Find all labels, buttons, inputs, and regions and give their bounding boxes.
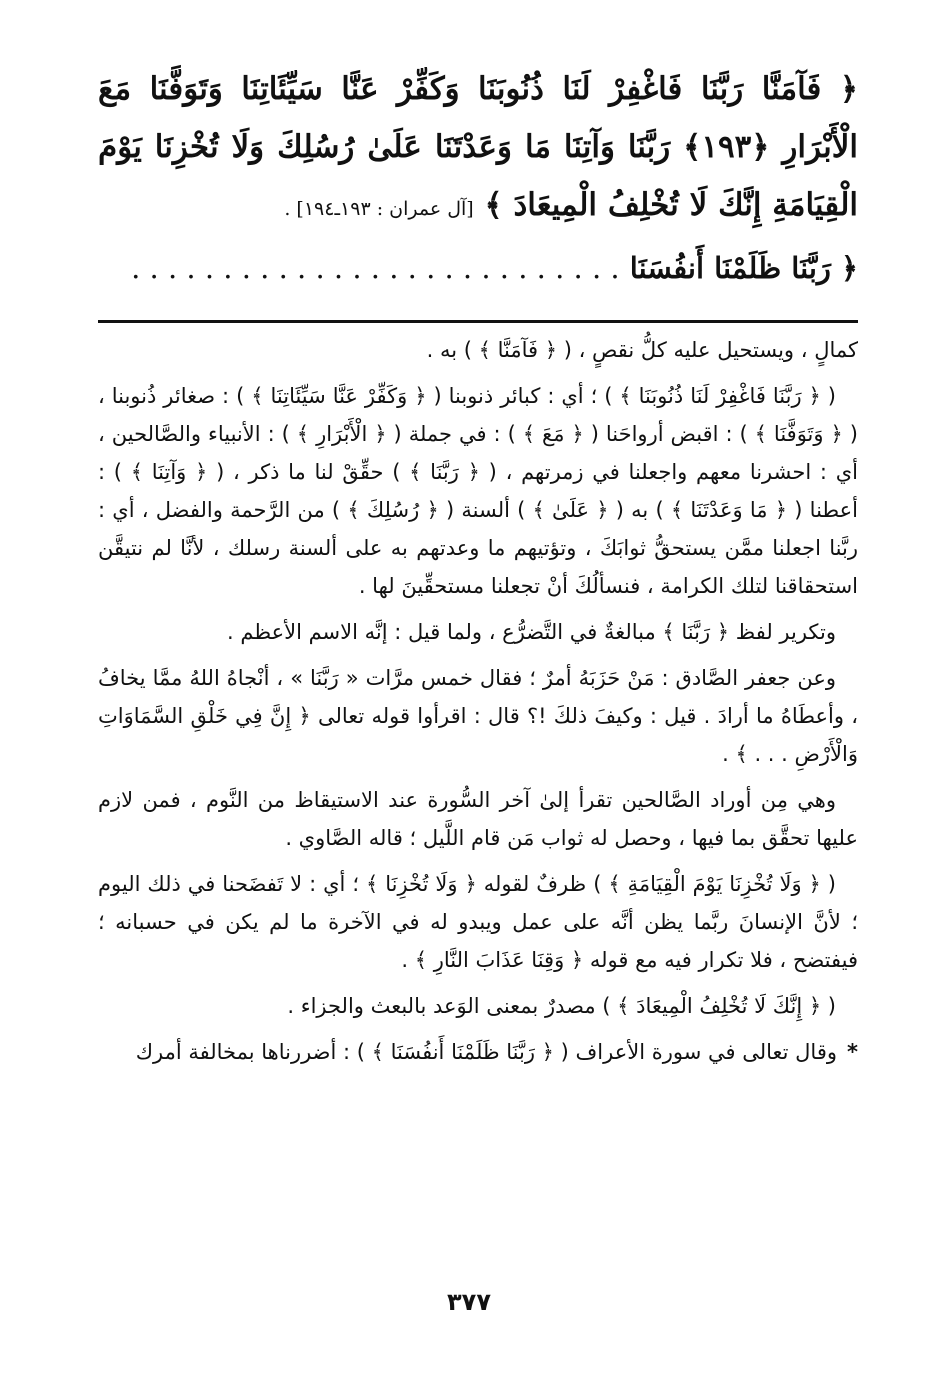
verse-text: ﴿ فَآمَنَّا رَبَّنَا فَاغْفِرْ لَنَا ذُنُوبَنَا وَكَفِّرْ عَنَّا سَيِّئَاتِنَا وَتَوَفَّنَا مَعَ الْأَبْرَارِ ﴿١٩٣﴾ رَبَّنَا وَآتِنَا مَا وَعَدْتَنَا عَلَىٰ رُسُلِكَ وَلَا تُخْزِنَا يَوْمَ الْقِيَامَةِ إِنَّكَ لَا تُخْلِفُ الْمِيعَادَ ﴾: [98, 71, 858, 223]
commentary-paragraph-8-text: وقال تعالى في سورة الأعراف ( ﴿ رَبَّنَا ظَلَمْنَا أَنفُسَنَا ﴾ ) : أضررناها بمخالفة أمرك: [135, 1040, 838, 1064]
commentary-paragraph-4: وعن جعفر الصَّادق : مَنْ حَزَبَهُ أمرٌ ؛ فقال خمس مرَّات « رَبَّنَا » ، أنْجاهُ اللهُ ممَّا يخافُ ، وأعطَاهُ ما أرادَ . قيل : وكيفَ ذلكَ !؟ قال : اقرأوا قوله تعالى ﴿ إِنَّ فِي خَلْقِ السَّمَاوَاتِ وَالْأَرْضِ . . . ﴾ .: [98, 666, 858, 766]
commentary-paragraph-6: ( ﴿ وَلَا تُخْزِنَا يَوْمَ الْقِيَامَةِ ﴾ ) ظرفٌ لقوله ﴿ وَلَا تُخْزِنَا ﴾ ؛ أي : لا تَفضَحنا في ذلك اليوم ؛ لأنَّ الإنسانَ ربَّما يظن أنَّه على عمل ويبدو له في الآخرة ما لم يكن في حسبانه ؛ فيفتضح ، فلا تكرار فيه مع قوله ﴿ وَقِنَا عَذَابَ النَّارِ ﴾ .: [98, 872, 858, 972]
section-divider: [98, 320, 858, 323]
commentary-paragraph-7: ( ﴿ إِنَّكَ لَا تُخْلِفُ الْمِيعَادَ ﴾ ) مصدرٌ بمعنى الوَعد بالبعث والجزاء .: [287, 994, 836, 1018]
commentary-paragraph-3: وتكرير لفظ ﴿ رَبَّنَا ﴾ مبالغةٌ في التَّضرُّع ، ولما قيل : إنَّه الاسم الأعظم .: [227, 620, 836, 644]
commentary-paragraph-2: ( ﴿ رَبَّنَا فَاغْفِرْ لَنَا ذُنُوبَنَا ﴾ ) ؛ أي : كبائر ذنوبنا ( ﴿ وَكَفِّرْ عَنَّا سَيِّئَاتِنَا ﴾ ) : صغائر ذُنوبنا ، ( ﴿ وَتَوَفَّنَا ﴾ ) : اقبض أرواحَنا ( ﴿ مَعَ ﴾ ) : في جملة ( ﴿ الْأَبْرَارِ ﴾ ) : الأنبياء والصَّالحين ، أي : احشرنا معهم واجعلنا في زمرتهم ، ( ﴿ رَبَّنَا ﴾ ) حقِّقْ لنا ما ذكر ، ( ﴿ وَآتِنَا ﴾ ) : أعطنا ( ﴿ مَا وَعَدْتَنَا ﴾ ) به ( ﴿ عَلَىٰ ﴾ ) ألسنة ( ﴿ رُسُلِكَ ﴾ ) من الرَّحمة والفضل ، أي : ربَّنا اجعلنا ممَّن يستحقُّ ثوابَكَ ، وتؤتيهم ما وعدتهم به على ألسنة رسلك ، لأنَّا لم نتيقَّن استحقاقنا لتلك الكرامة ، فنسألُكَ أنْ تجعلنا مستحقِّينَ لها .: [98, 384, 858, 598]
next-verse-line: [98, 240, 858, 296]
verse-reference: [آل عمران : ١٩٣ـ١٩٤] .: [284, 198, 474, 220]
commentary-paragraph-1: كمالٍ ، ويستحيل عليه كلُّ نقصٍ ، ( ﴿ فَآمَنَّا ﴾ ) به .: [426, 338, 858, 362]
page-content: [98, 60, 858, 1079]
commentary: [98, 331, 858, 1071]
page-number: ٣٧٧: [447, 1288, 491, 1316]
commentary-paragraph-8: [98, 1033, 858, 1071]
next-verse-text: ﴿ رَبَّنَا ظَلَمْنَا أَنفُسَنَا: [629, 251, 858, 285]
ellipsis-dots: . . . . . . . . . . . . . . . . . . . . . . . . . . .: [131, 251, 620, 285]
star-bullet-icon: *: [847, 1040, 858, 1064]
verse-block: [98, 60, 858, 238]
commentary-paragraph-5: وهي مِن أوراد الصَّالحين تقرأ إلىٰ آخر السُّورة عند الاستيقاظ من النَّوم ، فمن لازم عليها تحقَّق بما فيها ، وحصل له ثواب مَن قام اللَّيل ؛ قاله الصَّاوي .: [98, 788, 858, 850]
